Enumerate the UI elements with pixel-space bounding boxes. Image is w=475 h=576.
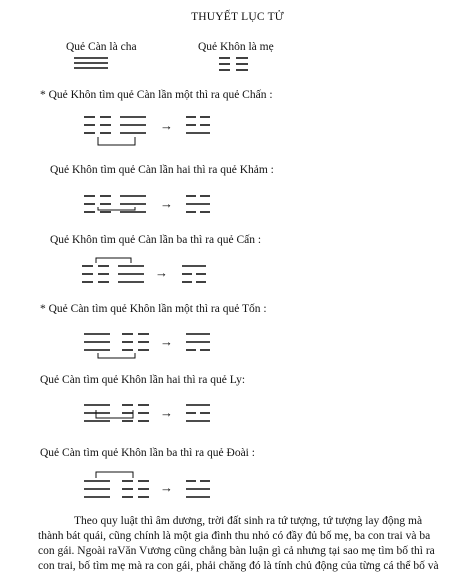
trigram-can-top [74, 58, 108, 68]
caption-4: * Quẻ Càn tìm quẻ Khôn lần một thì ra quẻ Tốn : [40, 303, 267, 315]
arrow-1: → [160, 118, 173, 133]
caption-2: Quẻ Khôn tìm quẻ Càn lần hai thì ra quẻ Khảm : [50, 164, 274, 176]
caption-3: Quẻ Khôn tìm quẻ Càn lần ba thì ra quẻ Cấn : [50, 234, 262, 246]
caption-5: Quẻ Càn tìm quẻ Khôn lần hai thì ra quẻ Ly: [40, 374, 246, 386]
diagram-1 [84, 117, 210, 145]
paragraph-line-2: thành bát quái, cũng chính là một gia đình thu nhỏ có đầy đủ bố mẹ, ba con trai và ba [38, 530, 431, 542]
caption-1: * Quẻ Khôn tìm quẻ Càn lần một thì ra quẻ Chấn : [40, 89, 273, 101]
label-khon-mother: Quẻ Khôn là mẹ [198, 41, 274, 53]
arrow-3: → [155, 265, 168, 280]
diagram-5 [84, 405, 210, 421]
arrow-5: → [160, 405, 173, 420]
paragraph-line-3: con gái. Ngoài raVăn Vương cũng chẳng bàn luận gì cả nhưng tại sao mẹ tìm bố thì ra [38, 545, 435, 557]
paragraph-line-1: Theo quy luật thì âm dương, trời đất sinh ra tứ tượng, tứ tượng lay động mà [74, 515, 423, 527]
label-can-father: Quẻ Càn là cha [66, 41, 137, 53]
body-paragraph [38, 514, 463, 574]
arrow-4: → [160, 334, 173, 349]
diagram-3 [82, 258, 206, 282]
diagram-6 [84, 472, 210, 497]
caption-6: Quẻ Càn tìm quẻ Khôn lần ba thì ra quẻ Đoài : [40, 447, 255, 459]
arrow-2: → [160, 196, 173, 211]
arrow-6: → [160, 480, 173, 495]
trigram-khon-top [219, 58, 248, 70]
paragraph-line-4: con trai, bố tìm mẹ mà ra con gái, phải chăng đó là tính chủ động của từng cá thể bố và [38, 560, 439, 572]
diagram-2 [84, 196, 210, 212]
diagram-4 [84, 334, 210, 358]
page-title: THUYẾT LỤC TỬ [191, 11, 284, 23]
